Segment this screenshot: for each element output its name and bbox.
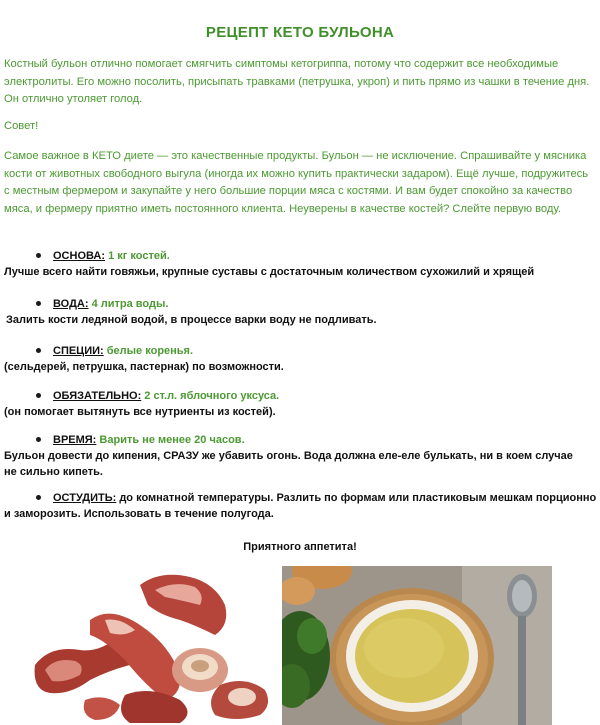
intro-paragraph: Костный бульон отлично помогает смягчить симптомы кетогриппа, потому что содержит все необходимые электролиты. Его можно посолить, присыпать травками (петрушка, укроп) и пить прямо из чашки в течение дня. Он отлично утоляет голод.	[4, 58, 590, 105]
item-key: ОСТУДИТЬ:	[53, 492, 117, 504]
list-item-voda	[0, 296, 600, 328]
item-value: белые коренья.	[106, 345, 194, 357]
item-description: (он помогает вытянуть все нутриенты из костей).	[4, 406, 276, 418]
list-item-osnova	[0, 248, 600, 280]
broth-photo	[282, 566, 552, 725]
item-key: ОСНОВА:	[53, 250, 106, 262]
list-item-specii	[0, 343, 600, 375]
broth-bowl-image	[282, 566, 552, 725]
page-title: РЕЦЕПТ КЕТО БУЛЬОНА	[205, 24, 395, 41]
item-value: 1 кг костей.	[108, 250, 170, 262]
advice-paragraph: Самое важное в КЕТО диете — это качественные продукты. Бульон — не исключение. Спрашивайте у мясника кости от животных свободного выгула (иногда их можно купить практически задаром). Ещё лучше, подружитесь с местным фермером и закупайте у него большие порции мяса с костями. И вам будет спокойно за качество мяса, и фермеру приятно иметь постоянного клиента. Неуверены в качестве костей? Слейте первую воду.	[4, 150, 589, 215]
item-description: Бульон довести до кипения, СРАЗУ же убавить огонь. Вода должна еле-еле булькать, ни в коем случае не сильно кипеть.	[4, 450, 573, 478]
item-description: Залить кости ледяной водой, в процессе варки воду не подливать.	[6, 314, 377, 326]
item-value: 4 литра воды.	[91, 298, 169, 310]
item-description: Лучше всего найти говяжьи, крупные суставы с достаточным количеством сухожилий и хрящей	[4, 266, 535, 278]
closing-text: Приятного аппетита!	[243, 541, 357, 553]
bullet-icon	[36, 495, 41, 500]
item-value: Варить не менее 20 часов.	[99, 434, 245, 446]
list-item-vremya	[0, 432, 600, 480]
item-value: до комнатной температуры. Разлить по формам или пластиковым мешкам порционно	[119, 492, 597, 504]
item-description: и заморозить. Использовать в течение полугода.	[4, 508, 274, 520]
item-key: ВОДА:	[53, 298, 89, 310]
bullet-icon	[36, 348, 41, 353]
item-value: 2 ст.л. яблочного уксуса.	[144, 390, 280, 402]
beef-bones-image	[30, 565, 275, 725]
bullet-icon	[36, 393, 41, 398]
item-key: ОБЯЗАТЕЛЬНО:	[53, 390, 142, 402]
item-key: СПЕЦИИ:	[53, 345, 104, 357]
list-item-ostudit	[0, 490, 600, 522]
item-key: ВРЕМЯ:	[53, 434, 97, 446]
bones-photo	[30, 565, 275, 725]
item-description: (сельдерей, петрушка, пастернак) по возможности.	[4, 361, 284, 373]
bullet-icon	[36, 253, 41, 258]
advice-label: Совет!	[4, 120, 39, 132]
list-item-obyazatelno	[0, 388, 600, 420]
bullet-icon	[36, 301, 41, 306]
bullet-icon	[36, 437, 41, 442]
